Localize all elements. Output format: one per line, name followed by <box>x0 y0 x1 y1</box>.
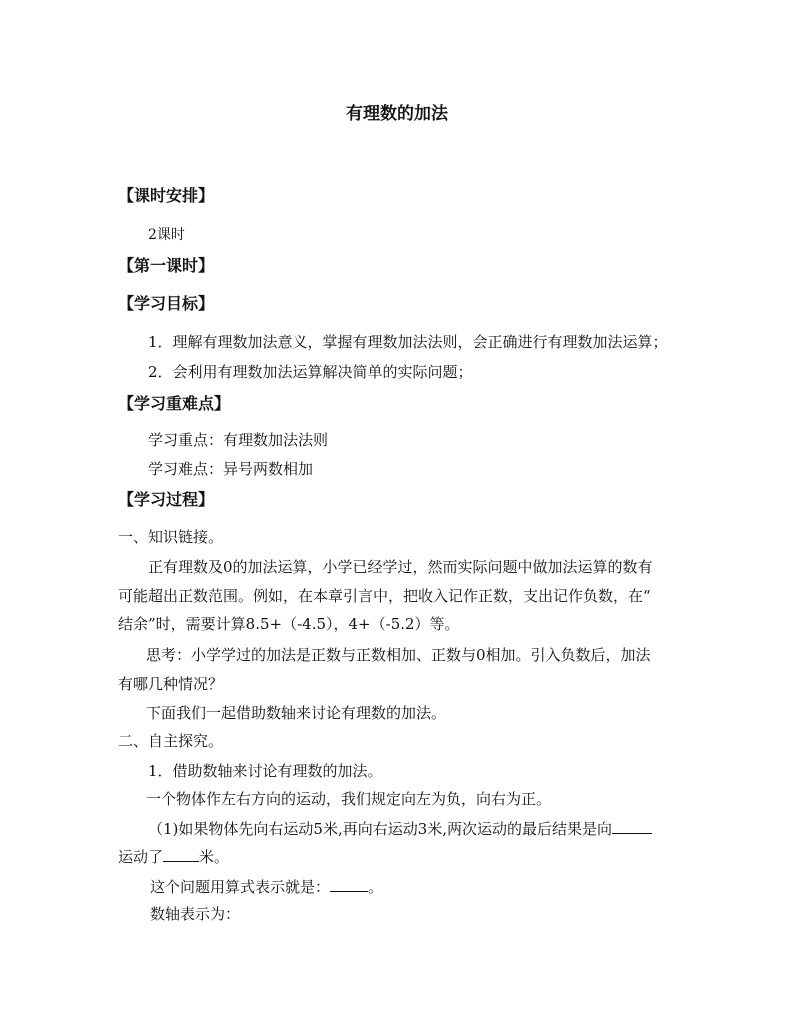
question-1-expression-label: 这个问题用算式表示就是： <box>150 878 331 896</box>
section-2-title: 二、自主探究。 <box>118 732 224 750</box>
answer-blank-distance[interactable] <box>163 846 199 862</box>
question-1-line-2 <box>118 846 229 867</box>
schedule-text: 2课时 <box>148 227 185 243</box>
answer-blank-expression[interactable] <box>330 876 368 892</box>
paragraph-1-line-3: 结余”时，需要计算8.5+（-4.5），4+（-5.2）等。 <box>118 615 460 633</box>
question-1-expression-line <box>150 876 383 897</box>
heading-process: 【学习过程】 <box>118 490 215 509</box>
paragraph-1-line-2: 可能超出正数范围。例如，在本章引言中，把收入记作正数，支出记作负数，在“ <box>118 587 651 605</box>
question-1-unit: 米。 <box>199 848 230 866</box>
paragraph-2-line-2: 有哪几种情况？ <box>118 675 224 693</box>
item-1: 1．借助数轴来讨论有理数的加法。 <box>148 762 383 780</box>
paragraph-3: 下面我们一起借助数轴来讨论有理数的加法。 <box>146 704 447 722</box>
question-1-axis-label: 数轴表示为： <box>150 905 241 923</box>
question-1-line-1 <box>148 818 652 839</box>
goal-2: 2．会利用有理数加法运算解决简单的实际问题； <box>148 363 473 381</box>
question-1-text: （1)如果物体先向右运动5米,再向右运动3米,两次运动的最后结果是向 <box>148 820 613 838</box>
heading-schedule: 【课时安排】 <box>118 186 215 205</box>
question-1-moved-label: 运动了 <box>118 848 164 866</box>
answer-blank-direction[interactable] <box>612 818 652 834</box>
heading-focus: 【学习重难点】 <box>118 394 231 413</box>
paragraph-2-line-1: 思考：小学学过的加法是正数与正数相加、正数与0相加。引入负数后，加法 <box>146 646 651 664</box>
document-title: 有理数的加法 <box>346 104 448 124</box>
question-1-expression-end: 。 <box>368 878 384 896</box>
focus-key: 学习重点：有理数加法法则 <box>148 431 329 449</box>
paragraph-4: 一个物体作左右方向的运动，我们规定向左为负，向右为正。 <box>146 790 552 808</box>
section-1-title: 一、知识链接。 <box>118 528 224 546</box>
heading-first-lesson: 【第一课时】 <box>118 256 215 275</box>
heading-goals: 【学习目标】 <box>118 294 215 313</box>
goal-1: 1．理解有理数加法意义，掌握有理数加法法则，会正确进行有理数加法运算； <box>148 333 668 351</box>
focus-hard: 学习难点：异号两数相加 <box>148 460 314 478</box>
paragraph-1-line-1: 正有理数及0的加法运算，小学已经学过，然而实际问题中做加法运算的数有 <box>148 558 653 576</box>
